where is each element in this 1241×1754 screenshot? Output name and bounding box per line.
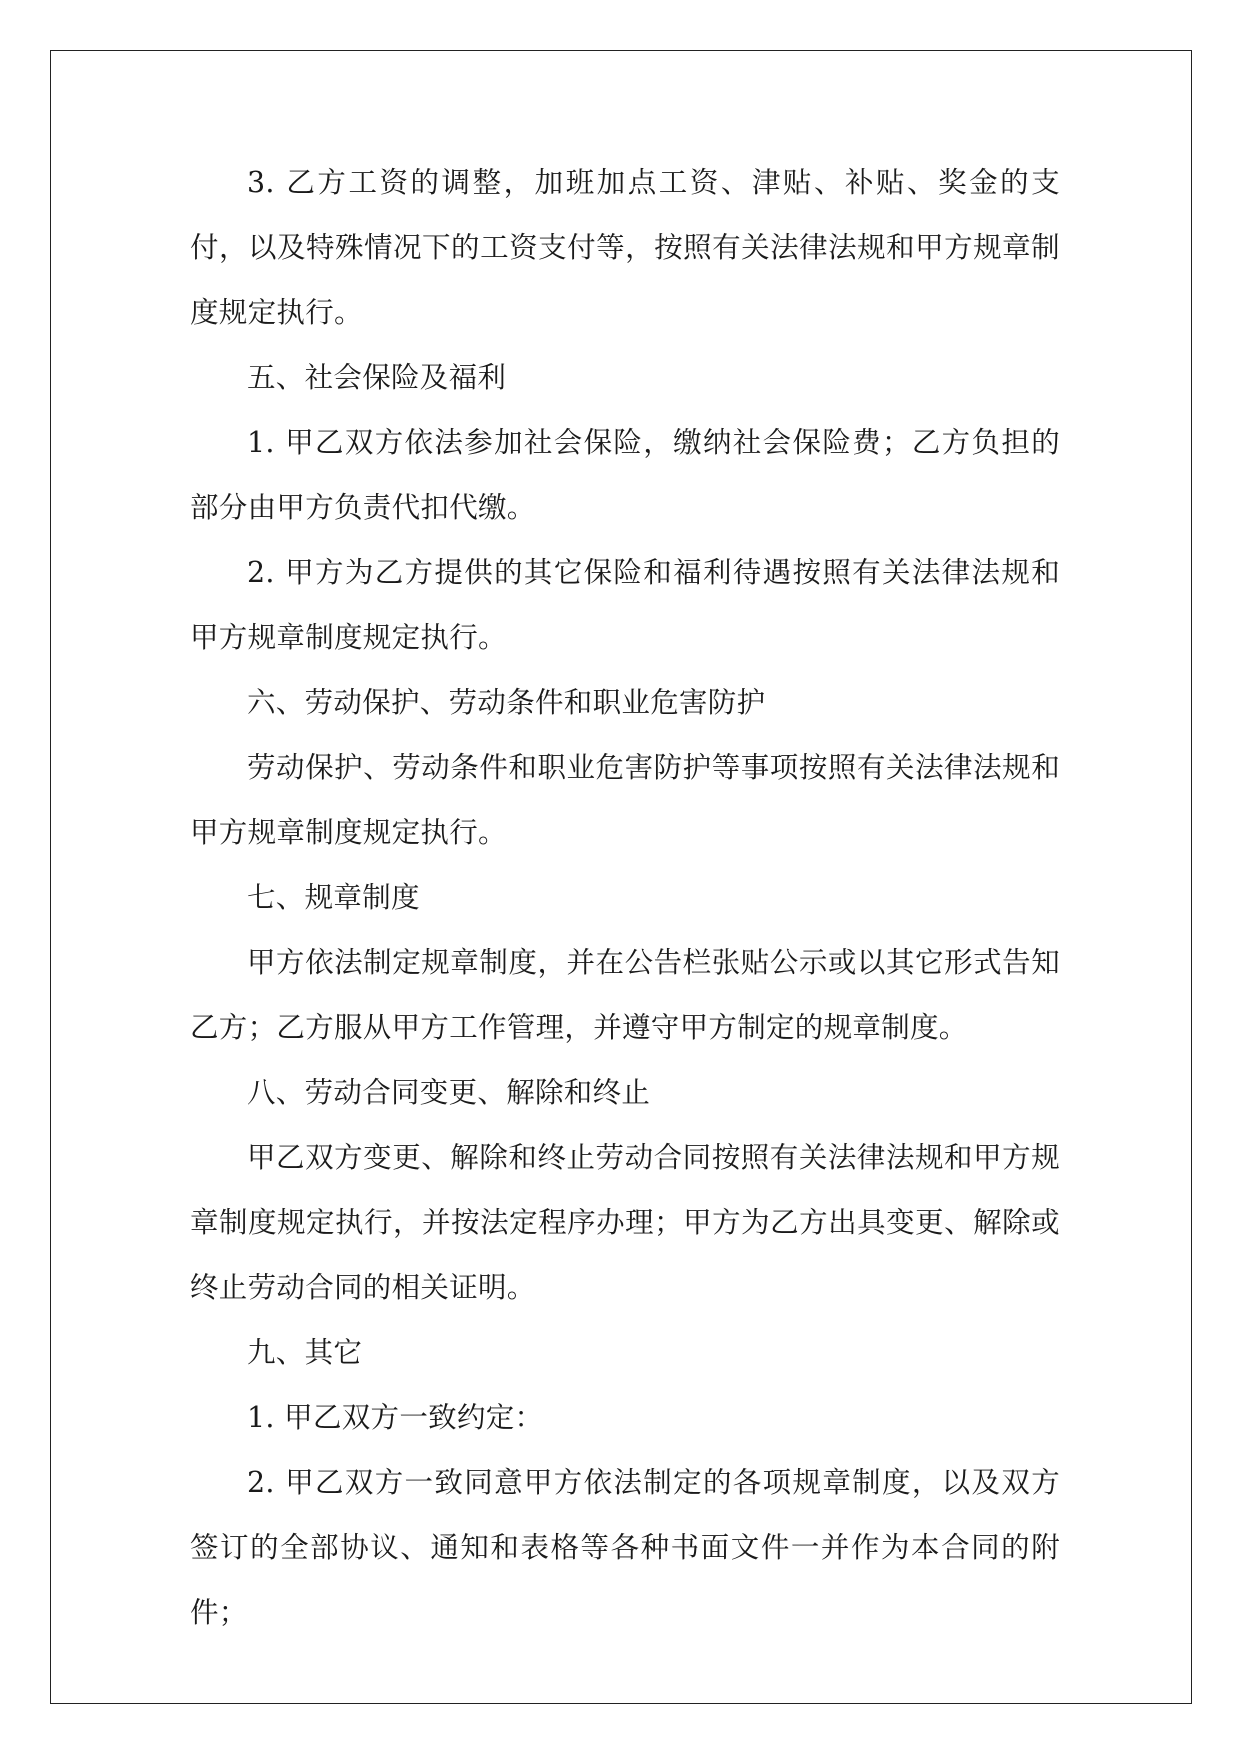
- paragraph-labor-protection: 劳动保护、劳动条件和职业危害防护等事项按照有关法律法规和甲方规章制度规定执行。: [190, 751, 1060, 849]
- heading-social-insurance: 五、社会保险及福利: [247, 361, 507, 394]
- heading-contract-changes: 八、劳动合同变更、解除和终止: [247, 1076, 651, 1109]
- paragraph-insurance-1: 1. 甲乙双方依法参加社会保险，缴纳社会保险费；乙方负担的部分由甲方负责代扣代缴。: [190, 426, 1060, 524]
- paragraph-other-1: 1. 甲乙双方一致约定：: [247, 1401, 544, 1434]
- heading-labor-protection: 六、劳动保护、劳动条件和职业危害防护: [247, 686, 766, 719]
- document-body: [190, 150, 1060, 1645]
- paragraph-rules: 甲方依法制定规章制度，并在公告栏张贴公示或以其它形式告知乙方；乙方服从甲方工作管理，并遵守甲方制定的规章制度。: [190, 946, 1060, 1044]
- paragraph-other-2: 2. 甲乙双方一致同意甲方依法制定的各项规章制度，以及双方签订的全部协议、通知和表格等各种书面文件一并作为本合同的附件；: [190, 1466, 1060, 1629]
- paragraph-contract-changes: 甲乙双方变更、解除和终止劳动合同按照有关法律法规和甲方规章制度规定执行，并按法定程序办理；甲方为乙方出具变更、解除或终止劳动合同的相关证明。: [190, 1141, 1060, 1304]
- heading-rules: 七、规章制度: [247, 881, 420, 914]
- heading-other: 九、其它: [247, 1336, 363, 1369]
- paragraph-wage-adjustment: 3. 乙方工资的调整，加班加点工资、津贴、补贴、奖金的支付，以及特殊情况下的工资支付等，按照有关法律法规和甲方规章制度规定执行。: [190, 166, 1060, 329]
- paragraph-insurance-2: 2. 甲方为乙方提供的其它保险和福利待遇按照有关法律法规和甲方规章制度规定执行。: [190, 556, 1060, 654]
